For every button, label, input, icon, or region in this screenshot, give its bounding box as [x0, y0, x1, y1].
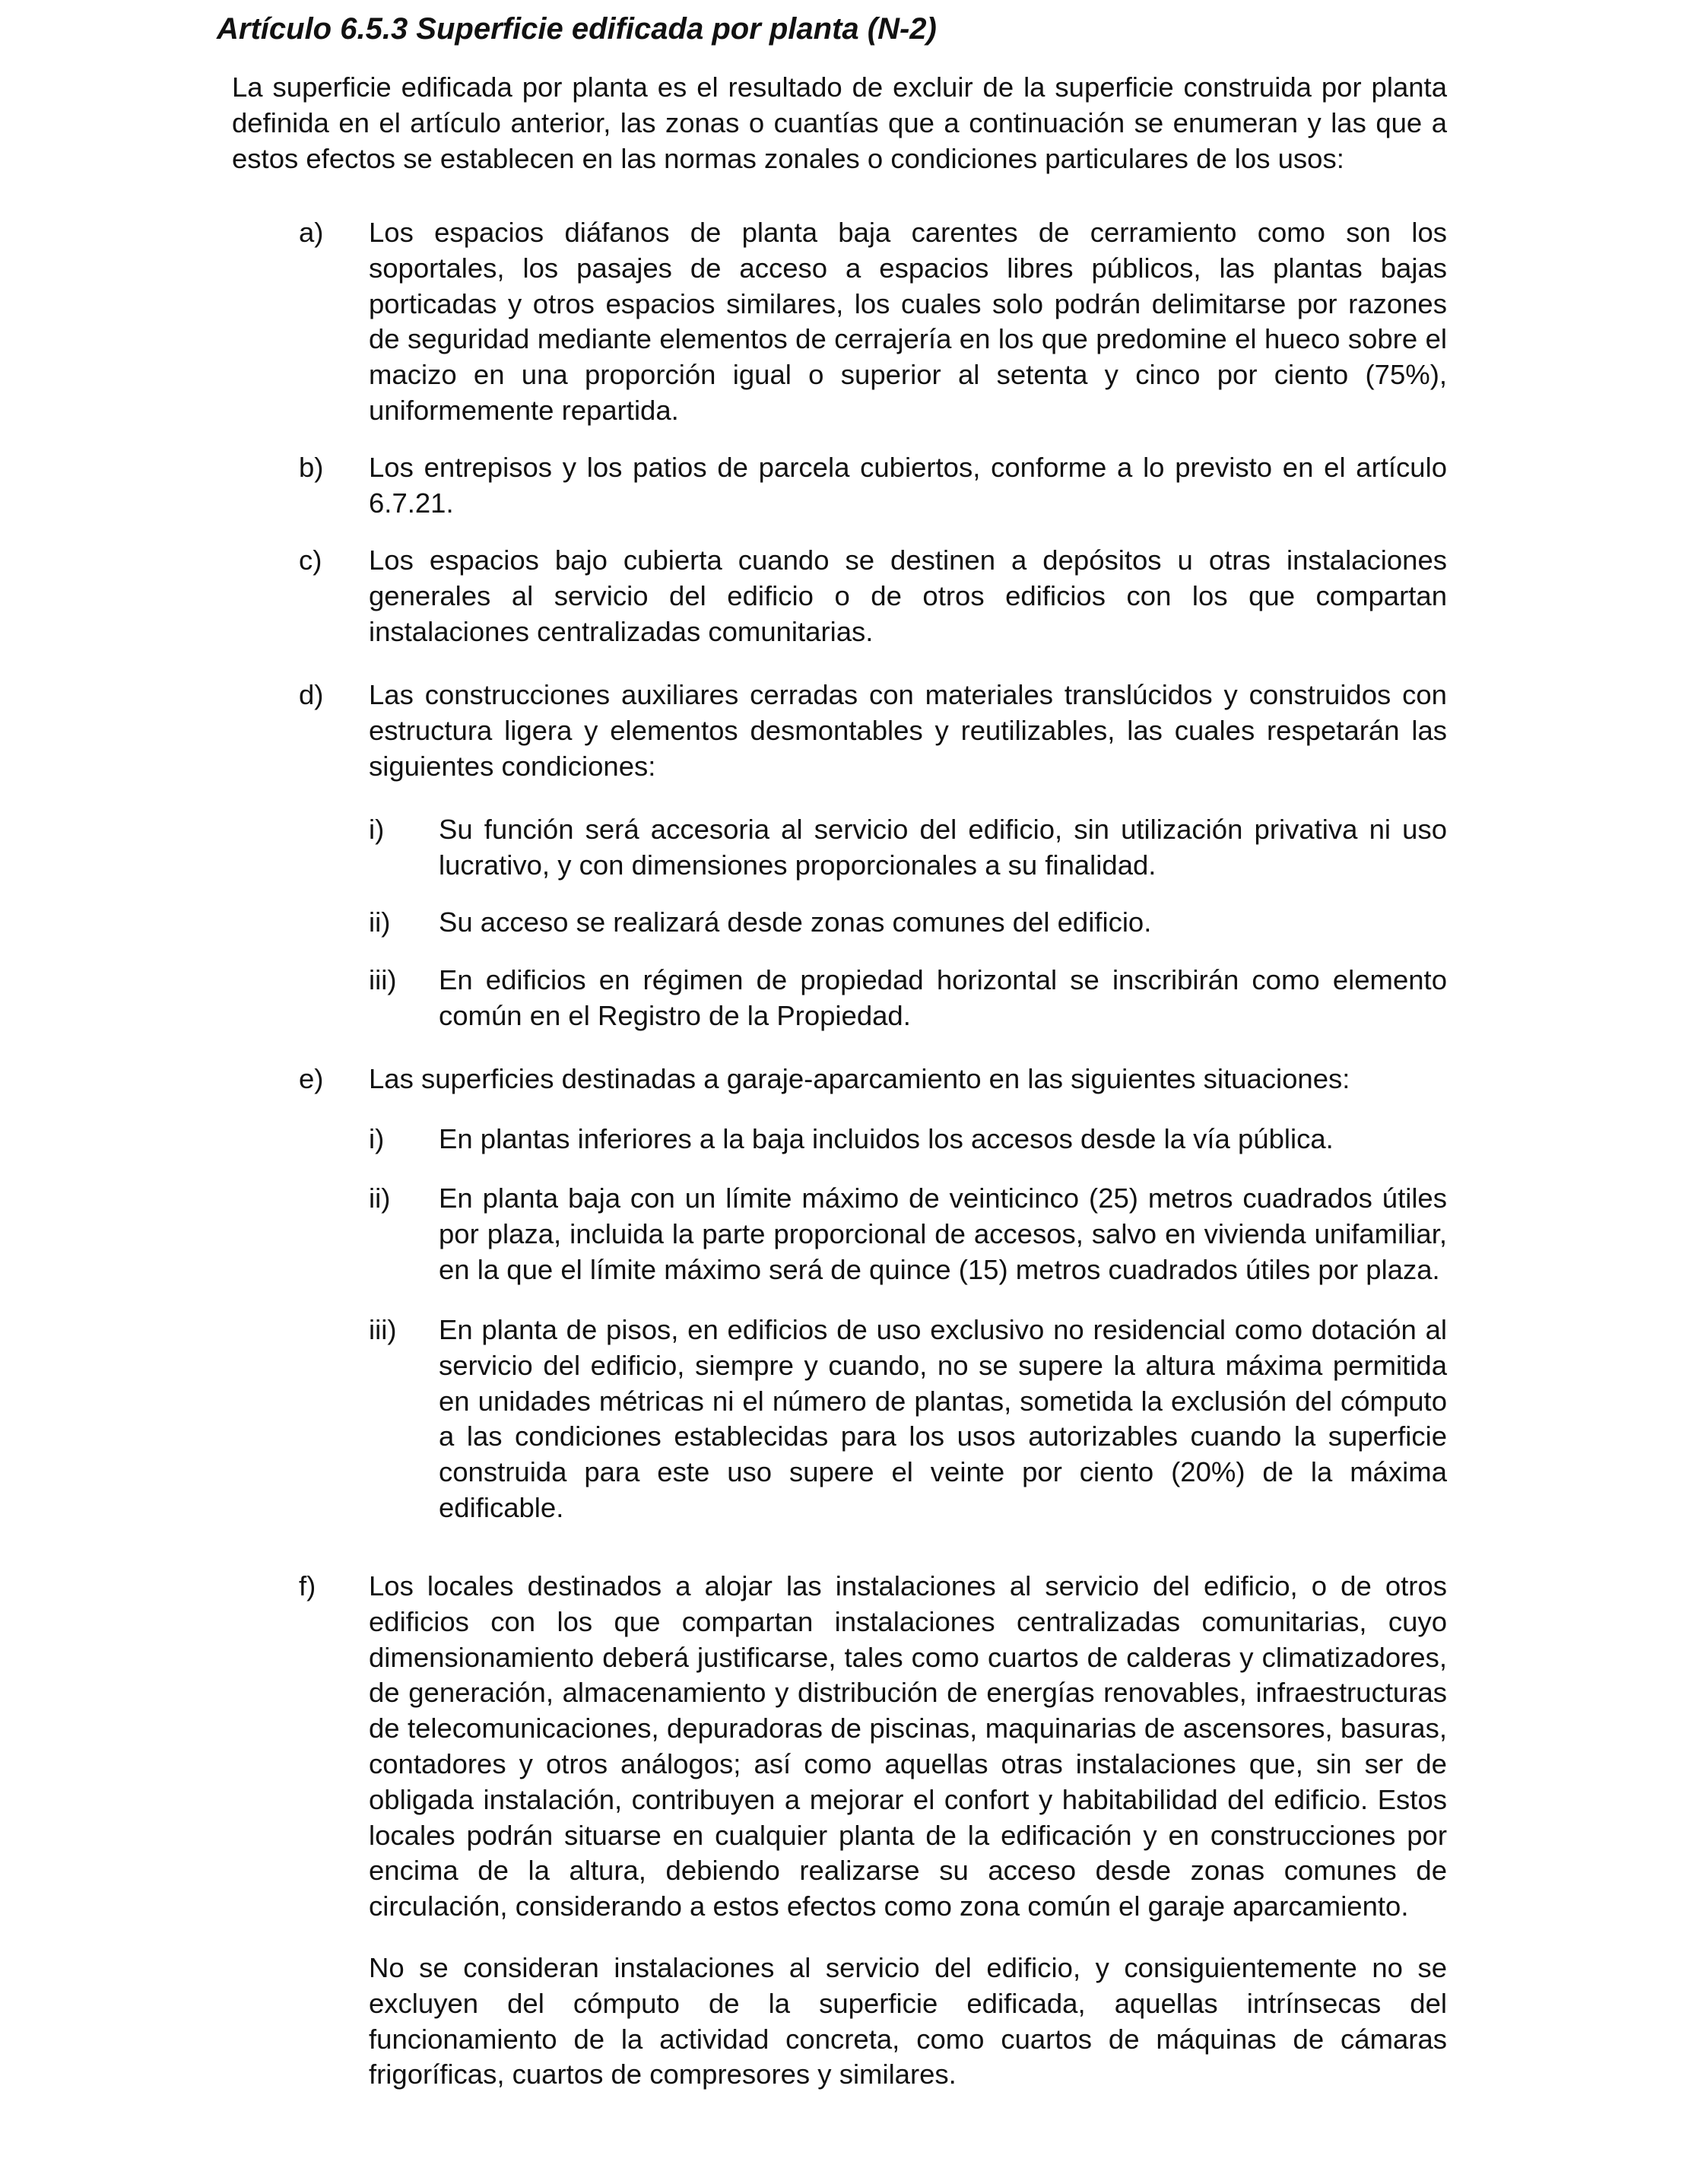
- sub-item-text: En planta de pisos, en edificios de uso exclusivo no residencial como dotación al servicio del edificio, siempre y cuando, no se supere la altura máxima permitida en unidades métricas ni el número de plantas, sometida la exclusión del cómputo a las condiciones establecidas para los usos autorizables cuando la superficie construida para este uso supere el veinte por ciento (20%) de la máxima edificable.: [439, 1314, 1447, 1523]
- item-text: Los locales destinados a alojar las instalaciones al servicio del edificio, o de otros edificios con los que compartan instalaciones centralizadas comunitarias, cuyo dimensionamiento deberá justificarse, tales como cuartos de calderas y climatizadores, de generación, almacenamiento y distribución de energías renovables, infraestructuras de telecomunicaciones, depuradoras de piscinas, maquinarias de ascensores, basuras, contadores y otros análogos; así como aquellas otras instalaciones que, sin ser de obligada instalación, contribuyen a mejorar el confort y habitabilidad del edificio. Estos locales podrán situarse en cualquier planta de la edificación y en construcciones por encima de la altura, debiendo realizarse su acceso desde zonas comunes de circulación, considerando a estos efectos como zona común el garaje aparcamiento.: [369, 1570, 1447, 1922]
- sub-item-text: Su acceso se realizará desde zonas comunes del edificio.: [439, 906, 1152, 938]
- article-title: Artículo 6.5.3 Superficie edificada por planta (N-2): [217, 12, 937, 46]
- sub-item-marker: iii): [369, 964, 397, 995]
- sub-item-text: En edificios en régimen de propiedad horizontal se inscribirán como elemento común en el Registro de la Propiedad.: [439, 964, 1447, 1031]
- item-marker: d): [299, 679, 324, 710]
- item-note-text: No se consideran instalaciones al servicio del edificio, y consiguientemente no se excluyen del cómputo de la superficie edificada, aquellas intrínsecas del funcionamiento de la actividad concreta, como cuartos de máquinas de cámaras frigoríficas, cuartos de compresores y similares.: [369, 1952, 1447, 2090]
- sub-item-marker: i): [369, 1123, 385, 1154]
- sub-item-text: En planta baja con un límite máximo de veinticinco (25) metros cuadrados útiles por plaza, incluida la parte proporcional de accesos, salvo en vivienda unifamiliar, en la que el límite máximo será de quince (15) metros cuadrados útiles por plaza.: [439, 1182, 1447, 1285]
- item-text: Los espacios diáfanos de planta baja carentes de cerramiento como son los soportales, los pasajes de acceso a espacios libres públicos, las plantas bajas porticadas y otros espacios similares, los cuales solo podrán delimitarse por razones de seguridad mediante elementos de cerrajería en los que predomine el hueco sobre el macizo en una proporción igual o superior al setenta y cinco por ciento (75%), uniformemente repartida.: [369, 217, 1447, 426]
- intro-paragraph: La superficie edificada por planta es el resultado de excluir de la superficie construida por planta definida en el artículo anterior, las zonas o cuantías que a continuación se enumeran y las que a estos efectos se establecen en las normas zonales o condiciones particulares de los usos:: [232, 71, 1447, 174]
- item-marker: a): [299, 217, 324, 248]
- item-marker: c): [299, 544, 322, 576]
- item-text: Los entrepisos y los patios de parcela cubiertos, conforme a lo previsto en el artículo 6.7.21.: [369, 452, 1447, 519]
- sub-item-marker: iii): [369, 1314, 397, 1345]
- sub-item-marker: ii): [369, 906, 391, 938]
- sub-item-marker: ii): [369, 1182, 391, 1214]
- sub-item-text: Su función será accesoria al servicio del edificio, sin utilización privativa ni uso lucrativo, y con dimensiones proporcionales a su finalidad.: [439, 814, 1447, 881]
- item-text: Los espacios bajo cubierta cuando se destinen a depósitos u otras instalaciones generales al servicio del edificio o de otros edificios con los que compartan instalaciones centralizadas comunitarias.: [369, 544, 1447, 647]
- item-marker: f): [299, 1570, 316, 1601]
- sub-item-text: En plantas inferiores a la baja incluidos los accesos desde la vía pública.: [439, 1123, 1334, 1154]
- item-text: Las superficies destinadas a garaje-aparcamiento en las siguientes situaciones:: [369, 1063, 1350, 1094]
- sub-item-marker: i): [369, 814, 385, 845]
- item-marker: b): [299, 452, 324, 483]
- item-text: Las construcciones auxiliares cerradas con materiales translúcidos y construidos con estructura ligera y elementos desmontables y reutilizables, las cuales respetarán las siguientes condiciones:: [369, 679, 1447, 782]
- item-marker: e): [299, 1063, 324, 1094]
